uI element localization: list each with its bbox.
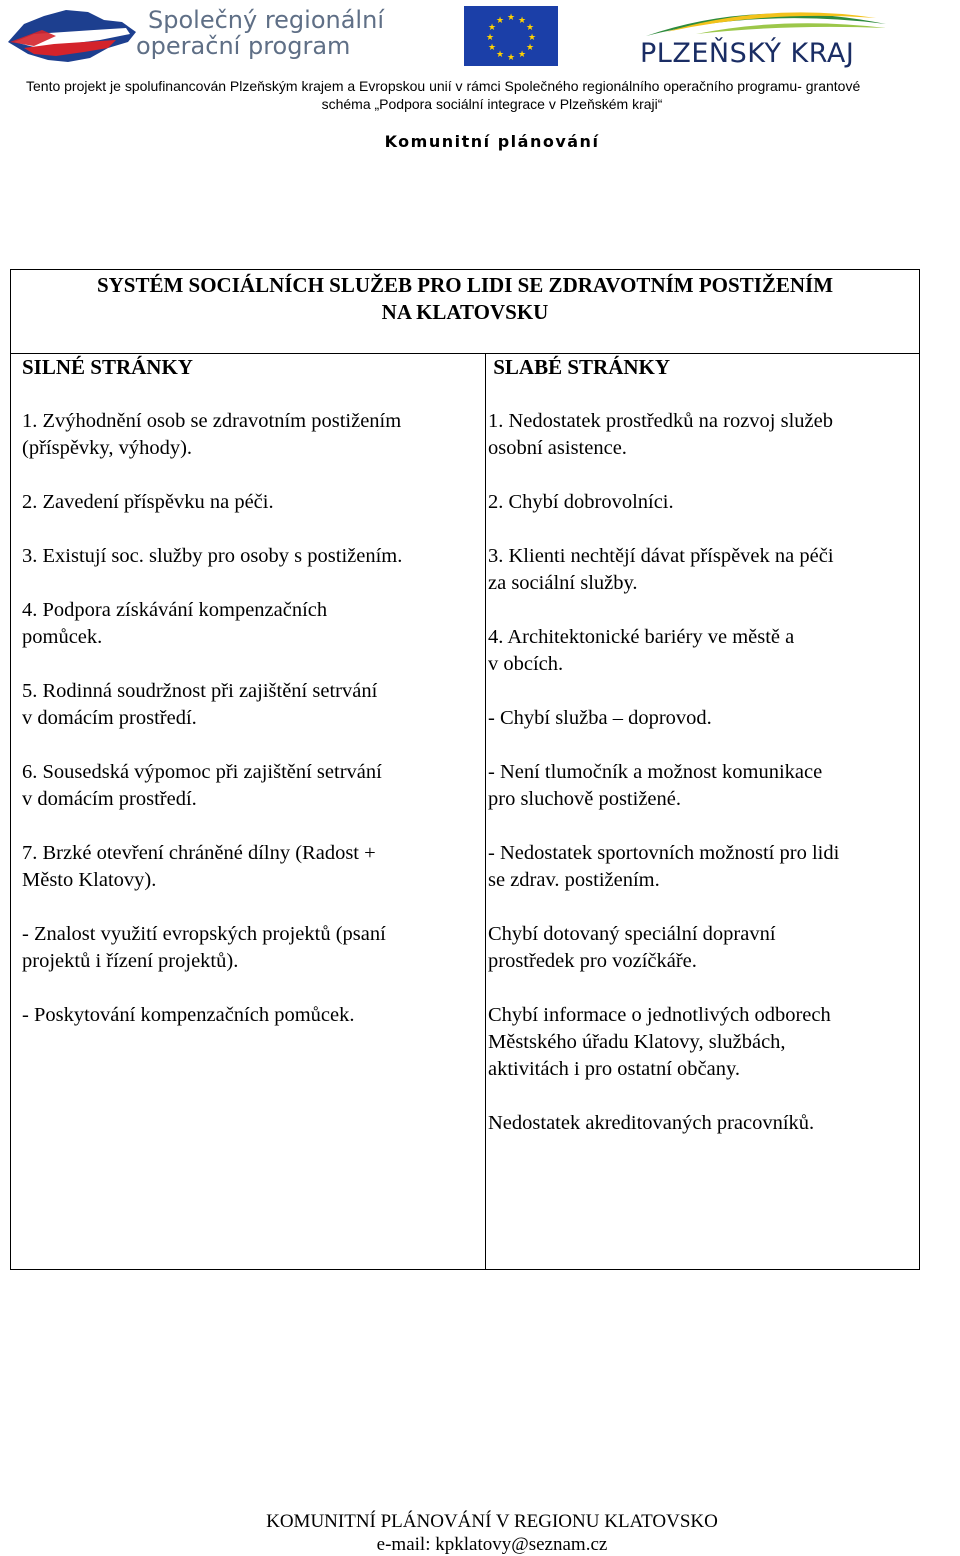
weakness-item: Chybí dotovaný speciální dopravní prostředek pro vozíčkáře. [488,923,776,972]
svg-text:★: ★ [495,50,505,60]
weakness-item: 1. Nedostatek prostředků na rozvoj služeb osobní asistence. [488,410,833,459]
weakness-item: 2. Chybí dobrovolníci. [488,491,674,513]
svg-text:★: ★ [527,33,537,43]
weakness-item: - Nedostatek sportovních možností pro lidi se zdrav. postižením. [488,842,840,891]
svg-text:★: ★ [517,16,527,26]
strength-item: 6. Sousedská výpomoc při zajištění setrvání v domácím prostředí. [22,761,382,810]
svg-text:★: ★ [485,33,495,43]
svg-text:★: ★ [506,13,516,23]
weakness-item: 4. Architektonické bariéry ve městě a v obcích. [488,626,795,675]
footer-title: KOMUNITNÍ PLÁNOVÁNÍ V REGIONU KLATOVSKO [266,1511,718,1532]
svg-text:★: ★ [525,23,535,33]
funding-notice-line2: schéma „Podpora sociální integrace v Plzeňském kraji“ [321,96,663,112]
srop-logo [4,2,384,68]
strength-item: - Poskytování kompenzačních pomůcek. [22,1004,355,1026]
srop-logo-line2: operační program [136,32,351,60]
svg-text:★: ★ [487,23,497,33]
svg-text:★: ★ [487,43,497,53]
czech-map-icon [4,2,144,68]
strength-item: 5. Rodinná soudržnost při zajištění setrvání v domácím prostředí. [22,680,378,729]
region-swoosh-icon [636,2,896,42]
page-footer [0,1510,960,1556]
table-title-row [11,270,919,354]
funding-notice-line1: Tento projekt je spolufinancován Plzeňským krajem a Evropskou unií v rámci Společného regionálního operačního programu- grantové [26,78,861,94]
strength-item: 1. Zvýhodnění osob se zdravotním postižením (příspěvky, výhody). [22,410,402,459]
srop-logo-line1: Společný regionální [148,6,384,34]
svg-text:★: ★ [495,16,505,26]
eu-flag-icon [464,6,558,66]
column-divider [485,353,486,1269]
region-logo-text: PLZEŇSKÝ KRAJ [640,38,855,69]
weakness-item: Nedostatek akreditovaných pracovníků. [488,1112,815,1134]
strength-item: 7. Brzké otevření chráněné dílny (Radost + Město Klatovy). [22,842,376,891]
swot-table [10,269,920,1270]
weakness-item: - Není tlumočník a možnost komunikace pro sluchově postižené. [488,761,823,810]
table-title [11,272,919,326]
strengths-column [22,354,482,1056]
weakness-item: - Chybí služba – doprovod. [488,707,712,729]
weaknesses-column [488,354,918,1164]
strength-item: - Znalost využití evropských projektů (psaní projektů i řízení projektů). [22,923,386,972]
weakness-item: Chybí informace o jednotlivých odborech Městského úřadu Klatovy, službách, aktivitách i pro ostatní občany. [488,1004,831,1080]
svg-text:★: ★ [506,53,516,63]
weaknesses-list [488,408,918,1137]
svg-text:★: ★ [517,50,527,60]
strength-item: 2. Zavedení příspěvku na péči. [22,491,274,513]
weakness-item: 3. Klienti nechtějí dávat příspěvek na péči za sociální služby. [488,545,834,594]
svg-text:★: ★ [525,43,535,53]
strengths-list [22,408,482,1029]
page-header [0,0,960,160]
table-title-line1: SYSTÉM SOCIÁLNÍCH SLUŽEB PRO LIDI SE ZDRAVOTNÍM POSTIŽENÍM [96,273,834,297]
strength-item: 4. Podpora získávání kompenzačních pomůcek. [22,599,328,648]
table-title-line2: NA KLATOVSKU [381,300,549,324]
strength-item: 3. Existují soc. služby pro osoby s postižením. [22,545,403,567]
strengths-heading: SILNÉ STRÁNKY [22,355,193,379]
footer-email: e-mail: kpklatovy@seznam.cz [376,1534,608,1555]
community-planning-heading: Komunitní plánování [384,132,600,151]
weaknesses-heading: SLABÉ STRÁNKY [488,355,671,379]
plzensky-kraj-logo [636,2,896,70]
